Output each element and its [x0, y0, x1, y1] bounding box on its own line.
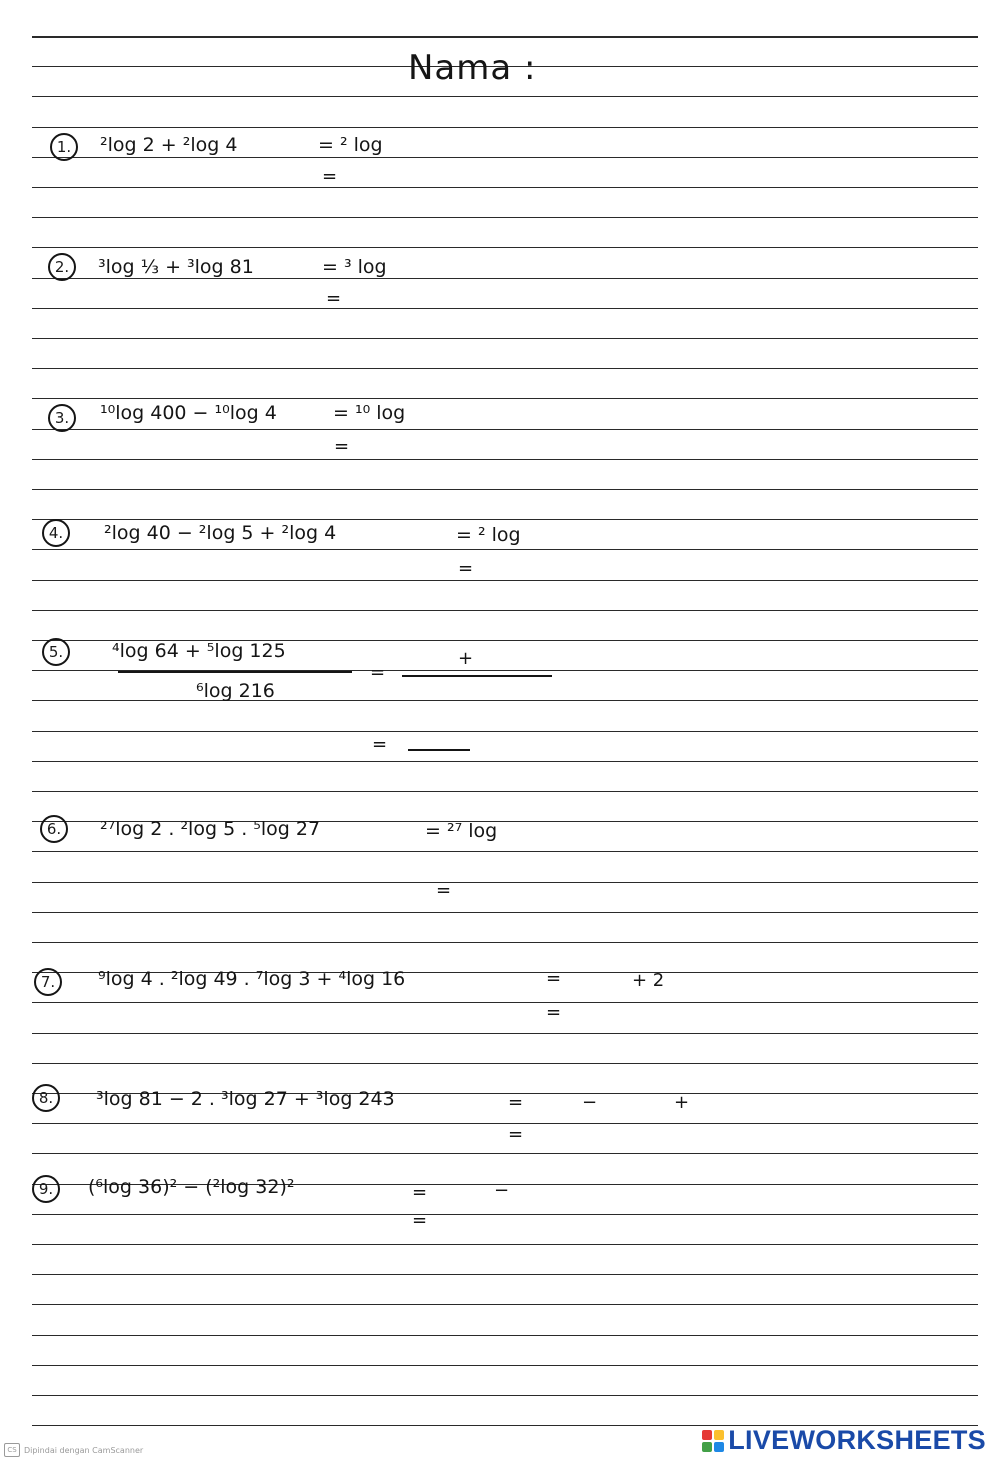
- problem-1-expression: ²log 2 + ²log 4: [100, 134, 238, 156]
- problem-2-number: 2.: [48, 253, 76, 281]
- ruled-line: [32, 96, 978, 97]
- ruled-line: [32, 278, 978, 279]
- liveworksheets-icon: [702, 1430, 724, 1452]
- brand-square-2: [714, 1430, 724, 1440]
- brand-square-4: [714, 1442, 724, 1452]
- problem-5-result-blank: [408, 749, 470, 751]
- ruled-line: [32, 157, 978, 158]
- problem-7-equals: =: [546, 968, 562, 989]
- problem-5-number: 5.: [42, 638, 70, 666]
- ruled-line: [32, 1365, 978, 1366]
- liveworksheets-logo[interactable]: [702, 1425, 986, 1456]
- problem-5-equals-2: =: [372, 734, 388, 755]
- ruled-line: [32, 1063, 978, 1064]
- ruled-line: [32, 1274, 978, 1275]
- problem-6-equals: =: [436, 880, 452, 901]
- camscanner-icon: CS: [4, 1443, 20, 1457]
- problem-1-equals: =: [322, 166, 338, 187]
- ruled-line: [32, 187, 978, 188]
- ruled-line: [32, 700, 978, 701]
- problem-4-rhs: = ² log: [456, 524, 521, 546]
- problem-3-rhs: = ¹⁰ log: [333, 402, 406, 424]
- problem-9-minus: −: [494, 1180, 510, 1201]
- scanner-text: Dipindai dengan CamScanner: [24, 1445, 144, 1455]
- name-label: Nama :: [408, 48, 537, 88]
- ruled-line: [32, 398, 978, 399]
- problem-8-number: 8.: [32, 1084, 60, 1112]
- ruled-line: [32, 217, 978, 218]
- ruled-line: [32, 1153, 978, 1154]
- ruled-line: [32, 912, 978, 913]
- problem-1-rhs: = ² log: [318, 134, 383, 156]
- ruled-line: [32, 368, 978, 369]
- brand-square-3: [702, 1442, 712, 1452]
- brand-text: LIVEWORKSHEETS: [728, 1425, 986, 1455]
- problem-4-number: 4.: [42, 519, 70, 547]
- problem-5-plus: +: [458, 648, 474, 669]
- ruled-line: [32, 580, 978, 581]
- problem-8-expression: ³log 81 − 2 . ³log 27 + ³log 243: [96, 1088, 395, 1110]
- ruled-line: [32, 610, 978, 611]
- ruled-line: [32, 882, 978, 883]
- problem-2-expression: ³log ⅓ + ³log 81: [98, 256, 254, 278]
- ruled-line: [32, 1123, 978, 1124]
- problem-2-equals: =: [326, 288, 342, 309]
- problem-3-expression: ¹⁰log 400 − ¹⁰log 4: [100, 402, 277, 424]
- problem-7-tail: + 2: [632, 970, 665, 991]
- ruled-line: [32, 489, 978, 490]
- problem-6-expression: ²⁷log 2 . ²log 5 . ⁵log 27: [100, 818, 321, 840]
- problem-5-fraction-bar: [118, 671, 352, 673]
- ruled-line: [32, 247, 978, 248]
- problem-9-expression: (⁶log 36)² − (²log 32)²: [88, 1176, 295, 1198]
- ruled-line: [32, 549, 978, 550]
- ruled-line: [32, 429, 978, 430]
- ruled-line: [32, 851, 978, 852]
- problem-9-equals: =: [412, 1182, 428, 1203]
- problem-8-minus: −: [582, 1092, 598, 1113]
- problem-4-equals: =: [458, 558, 474, 579]
- ruled-line: [32, 1304, 978, 1305]
- ruled-line: [32, 1214, 978, 1215]
- ruled-line: [32, 1033, 978, 1034]
- problem-9-equals-2: =: [412, 1210, 428, 1231]
- ruled-line: [32, 942, 978, 943]
- problem-2-rhs: = ³ log: [322, 256, 387, 278]
- problem-3-equals: =: [334, 436, 350, 457]
- problem-6-number: 6.: [40, 815, 68, 843]
- ruled-line: [32, 791, 978, 792]
- ruled-line: [32, 308, 978, 309]
- problem-4-expression: ²log 40 − ²log 5 + ²log 4: [104, 522, 337, 544]
- problem-7-expression: ⁹log 4 . ²log 49 . ⁷log 3 + ⁴log 16: [98, 968, 406, 990]
- ruled-line: [32, 1395, 978, 1396]
- ruled-line: [32, 761, 978, 762]
- ruled-line: [32, 1335, 978, 1336]
- problem-7-number: 7.: [34, 968, 62, 996]
- ruled-line: [32, 1244, 978, 1245]
- problem-8-equals: =: [508, 1092, 524, 1113]
- ruled-line: [32, 1002, 978, 1003]
- ruled-line: [32, 731, 978, 732]
- problem-5-numerator: ⁴log 64 + ⁵log 125: [112, 640, 286, 662]
- problem-7-equals-2: =: [546, 1002, 562, 1023]
- ruled-line: [32, 338, 978, 339]
- ruled-line: [32, 36, 978, 38]
- ruled-line: [32, 519, 978, 520]
- problem-3-number: 3.: [48, 404, 76, 432]
- problem-8-equals-2: =: [508, 1124, 524, 1145]
- brand-square-1: [702, 1430, 712, 1440]
- ruled-line: [32, 459, 978, 460]
- problem-9-number: 9.: [32, 1175, 60, 1203]
- problem-1-number: 1.: [50, 133, 78, 161]
- ruled-line: [32, 127, 978, 128]
- scanner-watermark: [4, 1443, 143, 1457]
- problem-5-denominator: ⁶log 216: [196, 680, 275, 702]
- problem-5-equals: =: [370, 662, 386, 683]
- problem-5-answer-blank: [402, 675, 552, 677]
- problem-8-plus: +: [674, 1092, 690, 1113]
- problem-6-rhs: = ²⁷ log: [425, 820, 498, 842]
